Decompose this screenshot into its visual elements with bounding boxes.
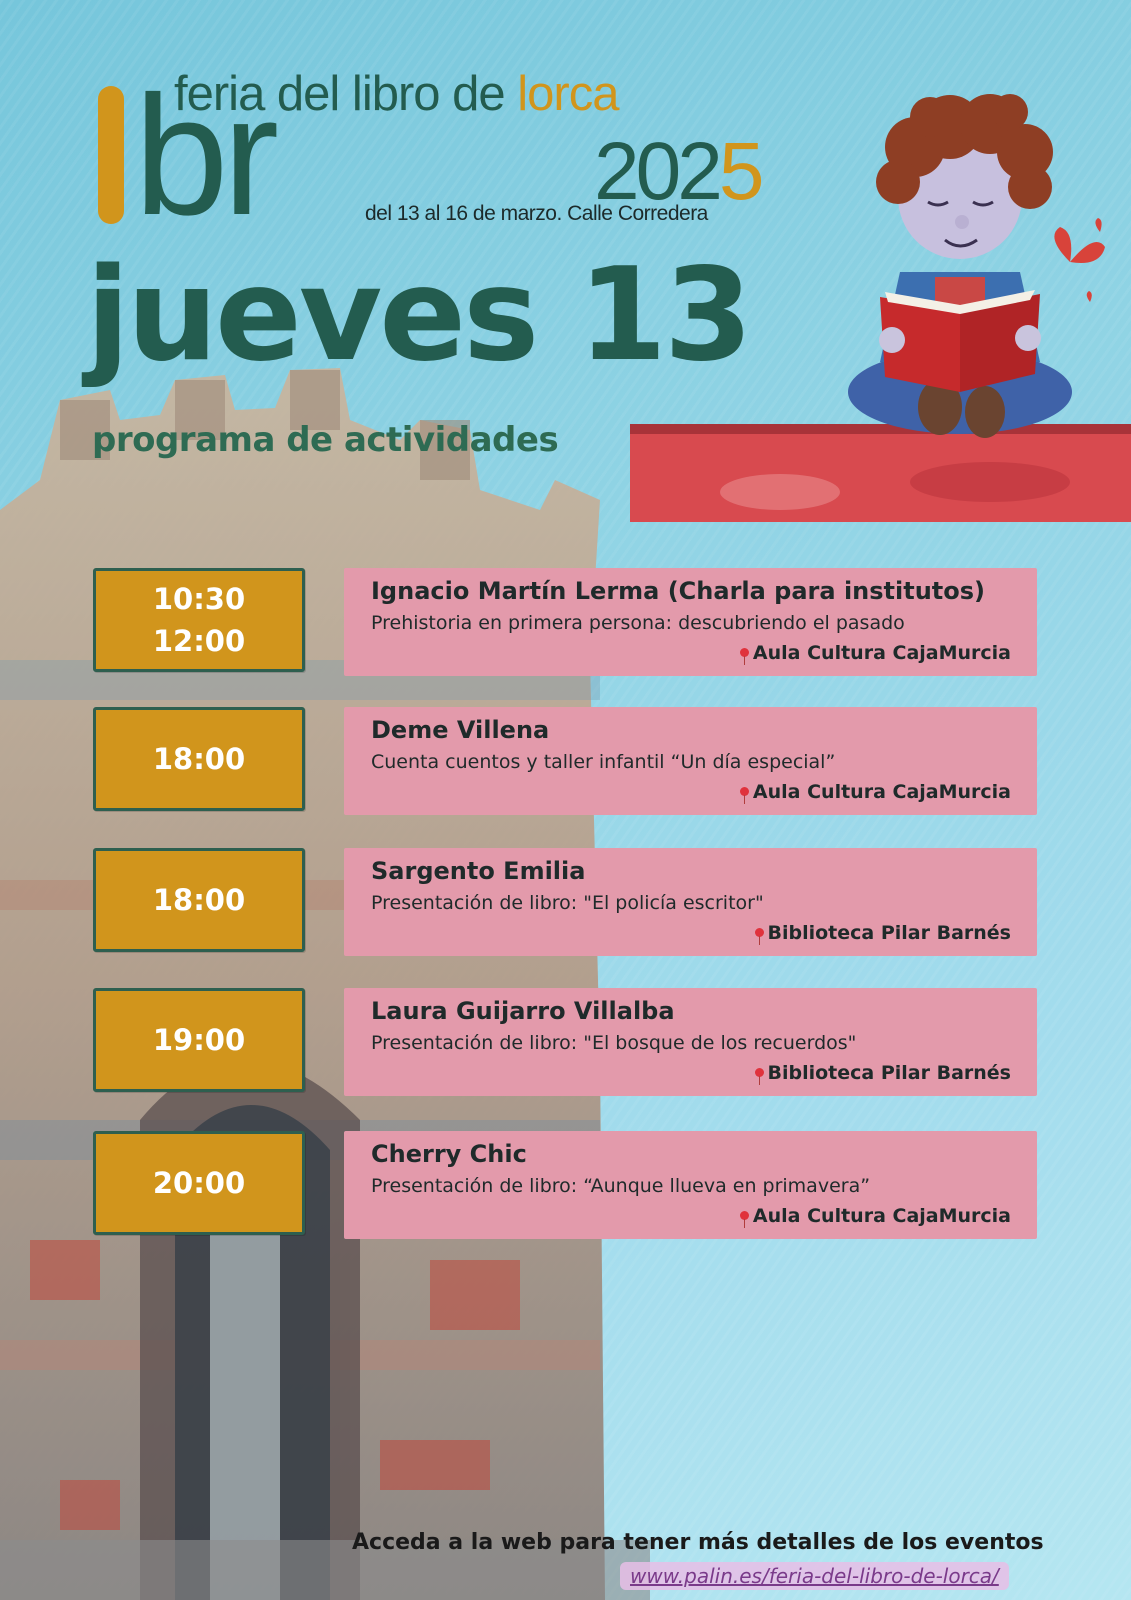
event-description: Cuenta cuentos y taller infantil “Un día especial”	[371, 751, 836, 773]
time-box	[93, 988, 305, 1092]
time-box	[93, 568, 305, 672]
dates-location: del 13 al 16 de marzo. Calle Corredera	[365, 202, 708, 225]
event-description: Presentación de libro: “Aunque llueva en primavera”	[371, 1175, 871, 1197]
event-place-label: Aula Cultura CajaMurcia	[752, 642, 1011, 664]
time-end: 12:00	[152, 624, 246, 658]
event-name: Ignacio Martín Lerma (Charla para institutos)	[371, 577, 986, 605]
fair-title	[174, 66, 618, 122]
location-pin-icon	[740, 1211, 749, 1220]
time-box	[93, 848, 305, 952]
event-place-label: Biblioteca Pilar Barnés	[767, 922, 1011, 944]
castle-tower-illustration	[0, 360, 650, 1600]
year-main: 202	[594, 126, 719, 217]
event-description: Presentación de libro: "El policía escritor"	[371, 892, 764, 914]
year-accent: 5	[718, 126, 761, 217]
location-pin-icon	[740, 648, 749, 657]
fair-title-city: lorca	[517, 67, 619, 121]
location-pin-icon	[740, 787, 749, 796]
event-card	[344, 988, 1037, 1096]
event-name: Deme Villena	[371, 716, 550, 744]
footer-text: Acceda a la web para tener más detalles de los eventos	[352, 1530, 1044, 1555]
event-place-label: Aula Cultura CajaMurcia	[752, 1205, 1011, 1227]
event-place	[371, 638, 1011, 668]
time-start: 10:30	[152, 582, 246, 616]
time-box	[93, 707, 305, 811]
event-name: Sargento Emilia	[371, 857, 586, 885]
event-card	[344, 568, 1037, 676]
event-card	[344, 1131, 1037, 1239]
event-name: Cherry Chic	[371, 1140, 527, 1168]
subtitle: programa de actividades	[92, 420, 559, 460]
time-start: 18:00	[152, 883, 246, 917]
time-start: 20:00	[152, 1166, 246, 1200]
event-card	[344, 848, 1037, 956]
time-start: 19:00	[152, 1023, 246, 1057]
logo-letter-l	[98, 86, 124, 224]
fair-title-main: feria del libro de	[174, 67, 518, 121]
time-start: 18:00	[152, 742, 246, 776]
event-name: Laura Guijarro Villalba	[371, 997, 675, 1025]
website-link[interactable]: www.palin.es/feria-del-libro-de-lorca/	[620, 1562, 1009, 1590]
event-place	[371, 918, 1011, 948]
time-box	[93, 1131, 305, 1235]
day-title: jueves 13	[86, 241, 750, 390]
event-card	[344, 707, 1037, 815]
event-place	[371, 777, 1011, 807]
event-place-label: Aula Cultura CajaMurcia	[752, 781, 1011, 803]
event-description: Prehistoria en primera persona: descubriendo el pasado	[371, 612, 905, 634]
logo-letters: br	[134, 61, 274, 251]
location-pin-icon	[755, 1068, 764, 1077]
event-place	[371, 1201, 1011, 1231]
event-place-label: Biblioteca Pilar Barnés	[767, 1062, 1011, 1084]
event-description: Presentación de libro: "El bosque de los recuerdos"	[371, 1032, 857, 1054]
location-pin-icon	[755, 928, 764, 937]
event-place	[371, 1058, 1011, 1088]
